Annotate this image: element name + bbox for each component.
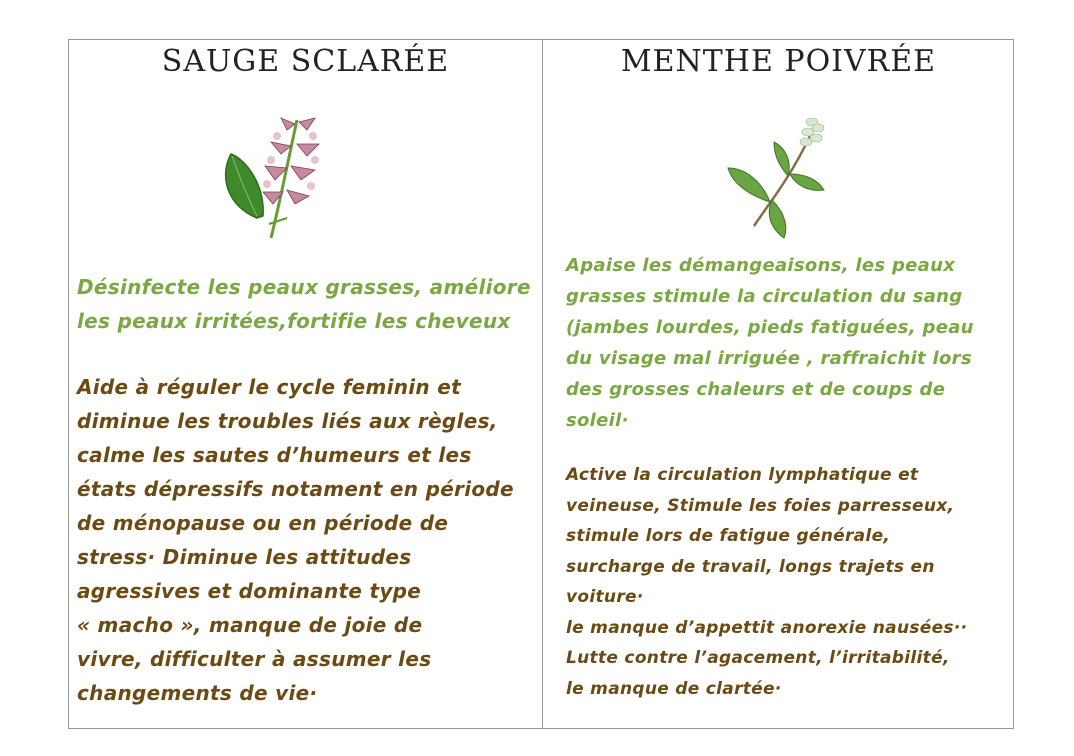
green-paragraph: Désinfecte les peaux grasses, améliore les peaux irritées,fortifie les cheveux (77, 275, 531, 333)
column-title: SAUGE SCLARÉE (161, 44, 450, 79)
column-title: MENTHE POIVRÉE (620, 44, 937, 79)
brown-paragraph: Aide à réguler le cycle feminin et diminue les troubles liés aux règles, calme les sautes d’humeurs et les états dépressifs notament en période de ménopause ou en période de stress· Diminue les attitudes agressives et dominante type « macho », manque de joie de vivre, difficulter à assumer les changements de vie· (77, 375, 514, 705)
remedy-table (68, 39, 1014, 729)
column-sauge-sclaree (69, 40, 542, 728)
column-menthe-poivree (543, 40, 1014, 728)
clary-sage-illustration (217, 106, 337, 240)
brown-paragraph: Active la circulation lymphatique et veineuse, Stimule les foies parresseux, stimule lors de fatigue générale, surcharge de travail, longs trajets en voiture· le manque d’appettit anorexie nausées·· Lutte contre l’agacement, l’irritabilité, le manque de clartée· (566, 465, 968, 699)
peppermint-illustration (726, 106, 836, 240)
green-paragraph: Apaise les démangeaisons, les peaux grasses stimule la circulation du sang (jambes lourdes, pieds fatiguées, peau du visage mal irriguée , raffraichit lors des grosses chaleurs et de coups de soleil· (566, 255, 974, 431)
